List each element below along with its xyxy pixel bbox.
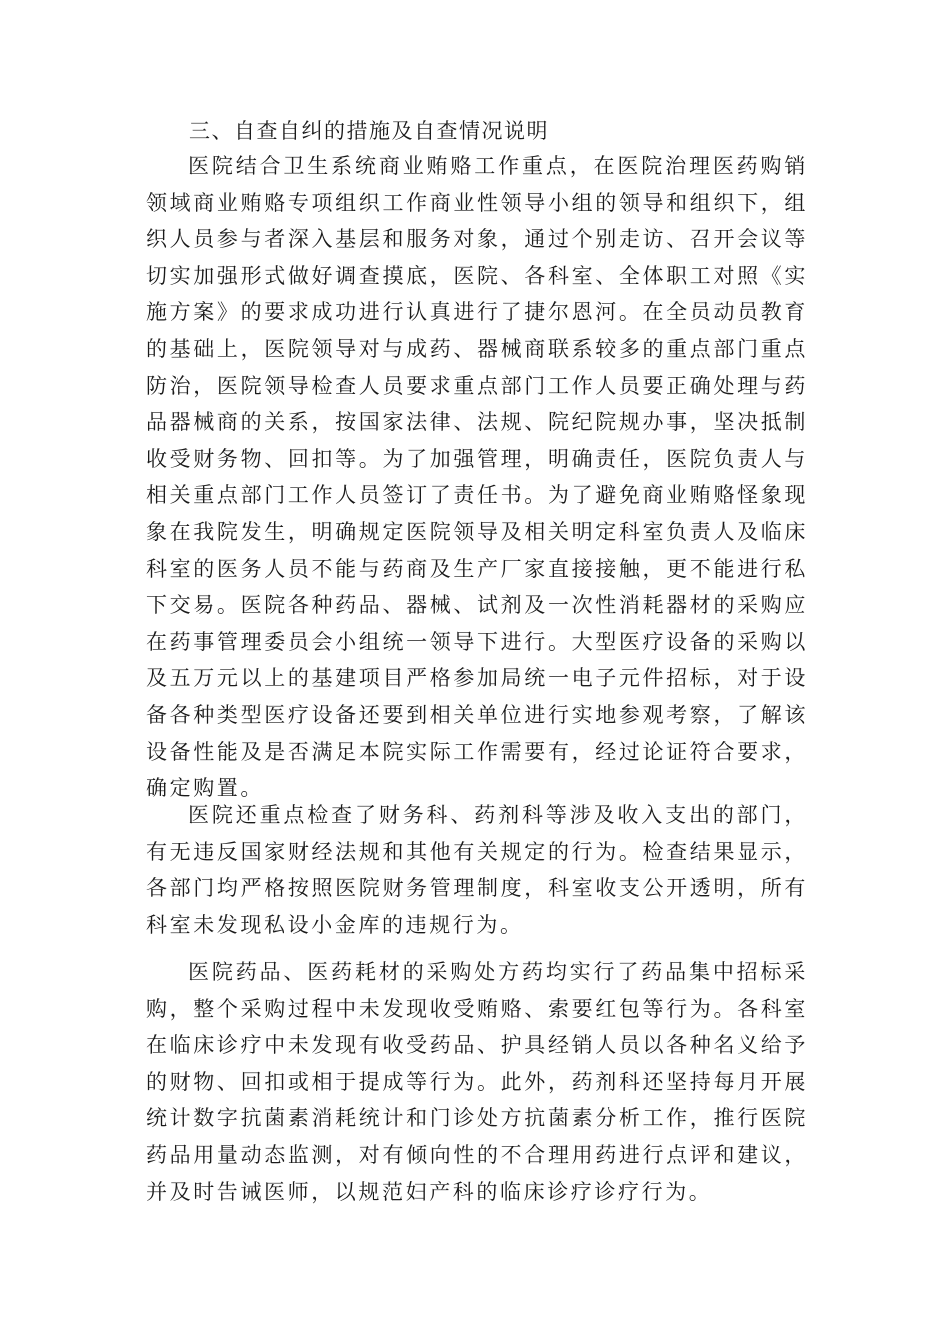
paragraph-measures: 医院结合卫生系统商业贿赂工作重点，在医院治理医药购销领域商业贿赂专项组织工作商业性领导小组的领导和组织下，组织人员参与者深入基层和服务对象，通过个别走访、召开会议等切实加强形式做好调查摸底，医院、各科室、全体职工对照《实施方案》的要求成功进行认真进行了捷尔恩河。在全员动员教育的基础上，医院领导对与成药、器械商联系较多的重点部门重点防治，医院领导检查人员要求重点部门工作人员要正确处理与药品器械商的关系，按国家法律、法规、院纪院规办事，坚决抵制收受财务物、回扣等。为了加强管理，明确责任，医院负责人与相关重点部门工作人员签订了责任书。为了避免商业贿赂怪象现象在我院发生，明确规定医院领导及相关明定科室负责人及临床科室的医务人员不能与药商及生产厂家直接接触，更不能进行私下交易。医院各种药品、器械、试剂及一次性消耗器材的采购应在药事管理委员会小组统一领导下进行。大型医疗设备的采购以及五万元以上的基建项目严格参加局统一电子元件招标，对于设备各种类型医疗设备还要到相关单位进行实地参观考察，了解该设备性能及是否满足本院实际工作需要有，经过论证符合要求，确定购置。 [146,154,808,801]
paragraph-drug-procurement: 医院药品、医药耗材的采购处方药均实行了药品集中招标采购，整个采购过程中未发现收受贿赂、索要红包等行为。各科室在临床诊疗中未发现有收受药品、护具经销人员以各种名义给予的财物、回扣或相于提成等行为。此外，药剂科还坚持每月开展统计数字抗菌素消耗统计和门诊处方抗菌素分析工作，推行医院药品用量动态监测，对有倾向性的不合理用药进行点评和建议，并及时告诫医师，以规范妇产科的临床诊疗诊疗行为。 [146,960,808,1204]
paragraph-finance-check: 医院还重点检查了财务科、药剂科等涉及收入支出的部门，有无违反国家财经法规和其他有关规定的行为。检查结果显示，各部门均严格按照医院财务管理制度，科室收支公开透明，所有科室未发现私设小金库的违规行为。 [146,803,808,937]
section-heading: 三、自查自纠的措施及自查情况说明 [189,119,549,143]
